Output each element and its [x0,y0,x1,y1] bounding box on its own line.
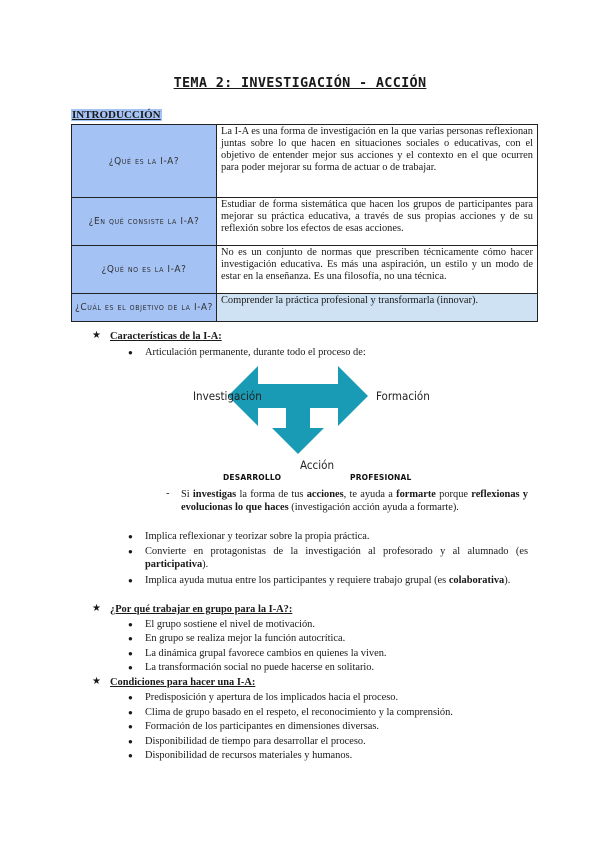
diagram-label-investigacion: Investigación [193,389,262,403]
bullet-icon: ● [128,649,133,658]
section-heading-condiciones: Condiciones para hacer una I-A: [110,677,256,688]
list-item: La dinámica grupal favorece cambios en quienes la viven. [145,648,387,659]
section-heading-grupo: ¿Por qué trabajar en grupo para la I-A?: [110,604,293,615]
list-item: Convierte en protagonistas de la investigación al profesorado y al alumnado (es participativa). [145,546,528,570]
qa-table [71,124,538,322]
list-item: Implica ayuda mutua entre los participantes y requiere trabajo grupal (es colaborativa). [145,575,511,586]
question-cell: ¿Cuál es el objetivo de la I-A? [72,294,217,322]
bullet-icon: ● [128,620,133,629]
table-row [72,294,538,322]
list-item: Implica reflexionar y teorizar sobre la propia práctica. [145,531,370,542]
arrow-diagram [228,366,368,454]
list-item: Clima de grupo basado en el respeto, el reconocimiento y la comprensión. [145,707,453,718]
answer-cell: No es un conjunto de normas que prescriben técnicamente cómo hacer investigación educativa. Es más una aspiración, un estilo y un modo de estar en la enseñanza. Es una filosofía, no una técnica. [217,246,538,294]
table-row [72,125,538,198]
bullet-icon: ● [128,532,133,541]
answer-cell: Estudiar de forma sistemática que hacen los grupos de participantes para mejorar su práctica educativa, a través de sus propias acciones y de su reflexión sobre los efectos de esas acciones. [217,198,538,246]
sub-list-item: Si investigas la forma de tus acciones, te ayuda a formarte porque reflexionas y evolucionas lo que haces (investigación acción ayuda a formarte). [181,489,528,513]
table-row [72,198,538,246]
bullet-icon: ● [128,576,133,585]
question-cell: ¿Qué no es la I-A? [72,246,217,294]
diagram-label-accion: Acción [300,458,335,472]
answer-cell: Comprender la práctica profesional y transformarla (innovar). [217,294,538,322]
bullet-icon: ● [128,547,133,556]
dash-icon: - [166,488,170,499]
star-bullet-icon: ★ [92,676,101,687]
list-item: Disponibilidad de tiempo para desarrollar el proceso. [145,736,366,747]
bullet-icon: ● [128,663,133,672]
question-cell: ¿En qué consiste la I-A? [72,198,217,246]
list-item: Predisposición y apertura de los implicados hacia el proceso. [145,692,399,703]
list-item: Formación de los participantes en dimensiones diversas. [145,721,380,732]
question-cell: ¿Qué es la I-A? [72,125,217,198]
bullet-icon: ● [128,737,133,746]
page-title: TEMA 2: INVESTIGACIÓN - ACCIÓN [173,75,427,91]
bullet-icon: ● [128,348,133,357]
list-item: La transformación social no puede hacerse en solitario. [145,662,375,673]
bullet-icon: ● [128,634,133,643]
list-item: En grupo se realiza mejor la función autocrítica. [145,633,346,644]
section-heading-caracteristicas: Características de la I-A: [110,331,222,342]
bullet-icon: ● [128,751,133,760]
star-bullet-icon: ★ [92,603,101,614]
diagram-label-desarrollo: DESARROLLO [223,473,282,482]
intro-heading: INTRODUCCIÓN [72,109,161,121]
star-bullet-icon: ★ [92,330,101,341]
down-arrow-icon [272,406,324,454]
list-item: Articulación permanente, durante todo el proceso de: [145,347,366,358]
table-row [72,246,538,294]
diagram-label-profesional: PROFESIONAL [350,473,412,482]
diagram-label-formacion: Formación [376,389,430,403]
list-item: Disponibilidad de recursos materiales y humanos. [145,750,353,761]
answer-cell: La I-A es una forma de investigación en la que varias personas reflexionan juntas sobre lo que hacen en situaciones sociales o educativas, con el objetivo de entender mejor sus acciones y el contexto en el que ocurren para poder mejorar su forma de actuar o de trabajar. [217,125,538,198]
bullet-icon: ● [128,693,133,702]
bullet-icon: ● [128,722,133,731]
list-item: El grupo sostiene el nivel de motivación. [145,619,315,630]
bullet-icon: ● [128,708,133,717]
